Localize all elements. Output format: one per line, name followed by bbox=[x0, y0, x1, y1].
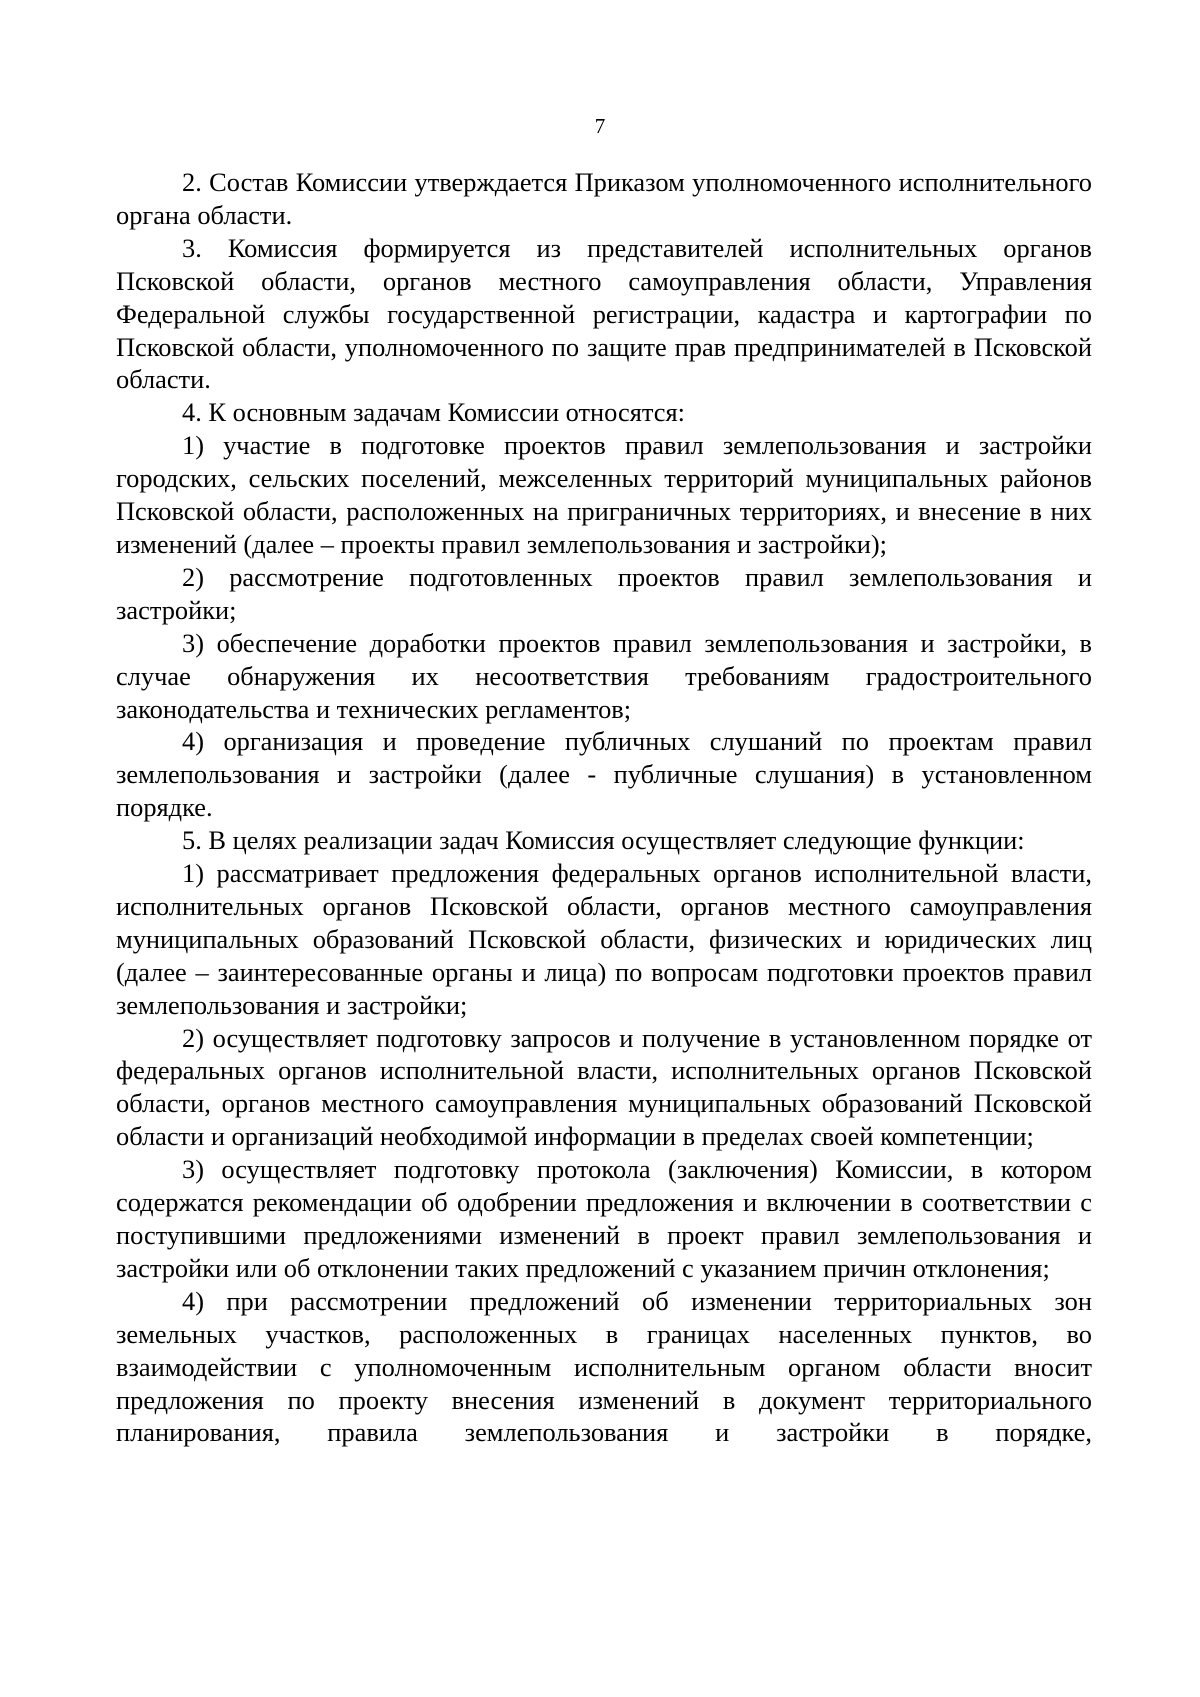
paragraph-function-2: 2) осуществляет подготовку запросов и получение в установленном порядке от федеральных органов исполнительной власти, исполнительных органов Псковской области, органов местного самоуправления муниципальных образований Псковской области и организаций необходимой информации в пределах своей компетенции; bbox=[116, 1022, 1092, 1152]
paragraph-commission-formation: 3. Комиссия формируется из представителей исполнительных органов Псковской области, органов местного самоуправления области, Управления Федеральной службы государственной регистрации, кадастра и картографии по Псковской области, уполномоченного по защите прав предпринимателей в Псковской области. bbox=[116, 232, 1092, 395]
paragraph-commission-composition: 2. Состав Комиссии утверждается Приказом уполномоченного исполнительного органа области. bbox=[116, 167, 1092, 230]
paragraph-functions-heading: 5. В целях реализации задач Комиссия осуществляет следующие функции: bbox=[182, 825, 1025, 856]
paragraph-function-4: 4) при рассмотрении предложений об изменении территориальных зон земельных участков, расположенных в границах населенных пунктов, во взаимодействии с уполномоченным исполнительным органом области вносит предложения по проекту внесения изменений в документ территориального планирования, правила землепользования и застройки в порядке, bbox=[116, 1285, 1092, 1448]
paragraph-main-tasks-heading: 4. К основным задачам Комиссии относятся: bbox=[182, 397, 685, 428]
paragraph-task-1: 1) участие в подготовке проектов правил землепользования и застройки городских, сельских поселений, межселенных территорий муниципальных районов Псковской области, расположенных на приграничных территориях, и внесение в них изменений (далее – проекты правил землепользования и застройки); bbox=[116, 430, 1092, 559]
paragraph-function-1: 1) рассматривает предложения федеральных органов исполнительной власти, исполнительных органов Псковской области, органов местного самоуправления муниципальных образований Псковской области, физических и юридических лиц (далее – заинтересованные органы и лица) по вопросам подготовки проектов правил землепользования и застройки; bbox=[116, 858, 1092, 1020]
paragraph-task-4: 4) организация и проведение публичных слушаний по проектам правил землепользования и застройки (далее - публичные слушания) в установленном порядке. bbox=[116, 726, 1092, 823]
paragraph-task-2: 2) рассмотрение подготовленных проектов правил землепользования и застройки; bbox=[116, 561, 1092, 625]
paragraph-function-3: 3) осуществляет подготовку протокола (заключения) Комиссии, в котором содержатся рекомендации об одобрении предложения и включении в соответствии с поступившими предложениями изменений в проект правил землепользования и застройки или об отклонении таких предложений с указанием причин отклонения; bbox=[116, 1154, 1092, 1283]
paragraph-task-3: 3) обеспечение доработки проектов правил землепользования и застройки, в случае обнаружения их несоответствия требованиям градостроительного законодательства и технических регламентов; bbox=[116, 627, 1092, 724]
page-number: 7 bbox=[594, 114, 606, 138]
document-body bbox=[116, 166, 1092, 1449]
